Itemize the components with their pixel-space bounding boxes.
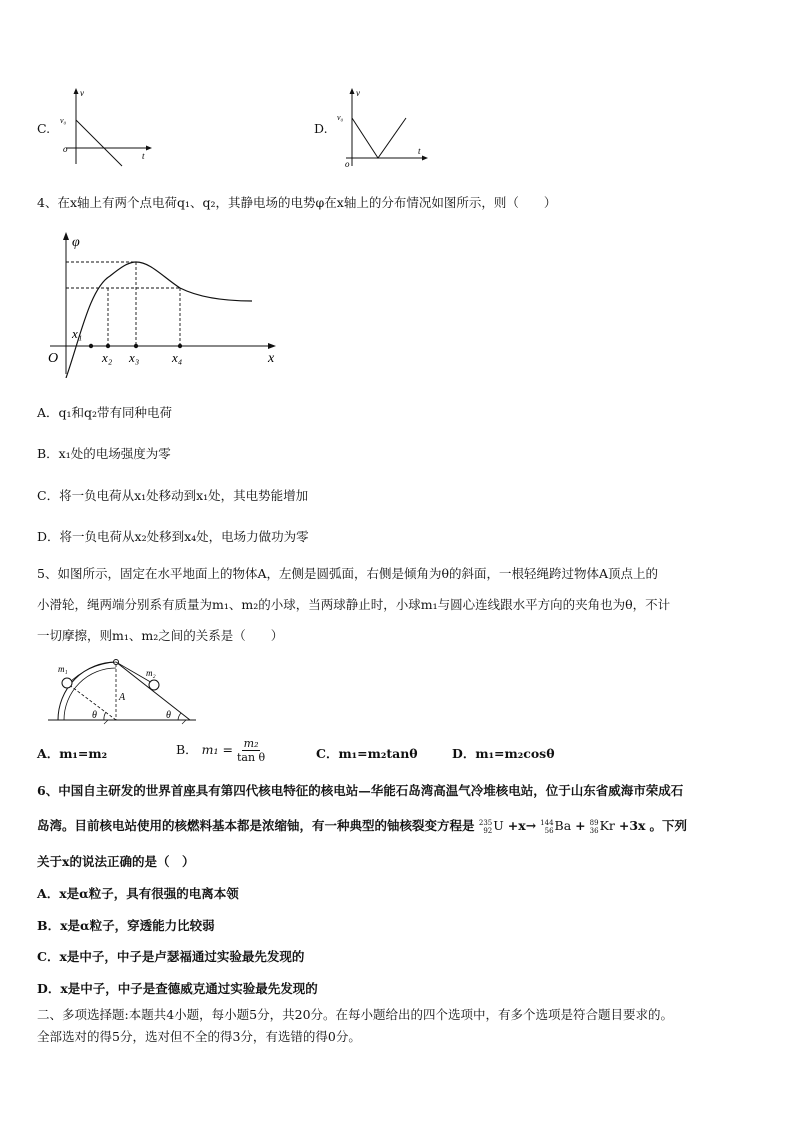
q6-line2-after: 。下列 [649, 818, 687, 833]
plus-x-arrow: +x→ [507, 818, 537, 833]
q5-option-b-lhs: m₁ = [201, 742, 233, 757]
plus-3x: +3x [618, 818, 646, 833]
q6-option-b: B．x是α粒子，穿透能力比较弱 [37, 918, 215, 933]
q4-option-c: C．将一负电荷从x₁处移动到x₁处，其电势能增加 [37, 488, 309, 503]
axis-o-label: o [63, 144, 68, 154]
theta-right-label: θ [166, 710, 171, 721]
m2-label: m₂ [146, 668, 156, 678]
axis-t-label: t [418, 146, 421, 156]
kr-nuclide-indices: 89 36 [589, 818, 599, 835]
question-5-line-1: 5、如图所示，固定在水平地面上的物体A，左侧是圆弧面，右侧是倾角为θ的斜面，一根轻绳跨过物体A顶点上的 [37, 566, 659, 581]
question-6-line-3: 关于x的说法正确的是（ ） [37, 854, 195, 869]
axis-v-label: v [356, 88, 360, 98]
question-5-line-3: 一切摩擦，则m₁、m₂之间的关系是（ ） [37, 628, 284, 643]
ba-symbol: Ba [554, 818, 572, 833]
q6-option-a: A．x是α粒子，具有很强的电离本领 [37, 886, 239, 901]
question-5-line-2: 小滑轮，绳两端分别系有质量为m₁、m₂的小球，当两球静止时，小球m₁与圆心连线跟水平方向的夹角也为θ，不计 [37, 597, 671, 612]
q5-option-b-fraction [237, 737, 265, 764]
u-symbol: U [493, 818, 504, 833]
fraction-numerator: m₂ [243, 737, 259, 750]
a-label: A [119, 692, 126, 703]
theta-left-label: θ [92, 710, 97, 721]
q5-option-a: A．m₁=m₂ [37, 746, 108, 761]
axis-o-label: o [345, 159, 350, 169]
incline-figure [46, 656, 206, 728]
q4-option-d: D．将一负电荷从x₂处移到x₄处，电场力做功为零 [37, 529, 309, 544]
q5-option-b-prefix: B． [176, 742, 198, 757]
origin-label: O [48, 351, 59, 366]
option-c-graph [56, 86, 156, 168]
section-2-line-2: 全部选对的得5分，选对但不全的得3分，有选错的得0分。 [37, 1029, 361, 1044]
axis-v0-label: v₀ [60, 116, 67, 125]
q5-option-c: C．m₁=m₂tanθ [316, 746, 418, 761]
phi-label: φ [72, 235, 80, 250]
fraction-denominator: tan θ [236, 751, 266, 764]
q6-option-d: D．x是中子，中子是查德威克通过实验最先发现的 [37, 981, 318, 996]
question-6-line-1: 6、中国自主研发的世界首座具有第四代核电特征的核电站—华能石岛湾高温气冷堆核电站，位于山东省威海市荣成石 [37, 783, 684, 798]
kr-symbol: Kr [599, 818, 615, 833]
axis-v-label: v [80, 88, 84, 98]
x4-label: x₄ [172, 350, 183, 365]
x1-label: x₁ [72, 326, 83, 341]
q5-option-b [176, 737, 265, 764]
axis-v0-label: v₀ [337, 113, 344, 122]
x2-label: x₂ [102, 350, 113, 365]
ba-nuclide-indices: 144 56 [540, 818, 554, 835]
option-d-graph [336, 84, 436, 170]
axis-t-label: t [142, 151, 145, 161]
q5-option-d: D．m₁=m₂cosθ [452, 746, 555, 761]
plus-sign: + [575, 818, 586, 833]
section-2-line-1: 二、多项选择题:本题共4小题，每小题5分，共20分。在每小题给出的四个选项中，有多个选项是符合题目要求的。 [37, 1007, 674, 1022]
u-nuclide-indices: 235 92 [478, 818, 493, 835]
q6-line2-text: 岛湾。目前核电站使用的核燃料基本都是浓缩铀，有一种典型的铀核裂变方程是 [37, 818, 475, 833]
potential-graph [40, 228, 290, 378]
question-6-line-2 [37, 816, 687, 835]
option-c-label: C. [37, 121, 51, 136]
q4-option-a: A．q₁和q₂带有同种电荷 [37, 405, 173, 420]
fission-equation [479, 818, 650, 833]
q6-option-c: C．x是中子，中子是卢瑟福通过实验最先发现的 [37, 949, 305, 964]
x3-label: x₃ [129, 350, 140, 365]
question-4-stem: 4、在x轴上有两个点电荷q₁、q₂，其静电场的电势φ在x轴上的分布情况如图所示，则（ ） [37, 195, 557, 210]
option-d-label: D. [314, 121, 328, 136]
m1-label: m₁ [58, 664, 68, 674]
q4-option-b: B．x₁处的电场强度为零 [37, 446, 171, 461]
x-axis-label: x [268, 351, 275, 366]
